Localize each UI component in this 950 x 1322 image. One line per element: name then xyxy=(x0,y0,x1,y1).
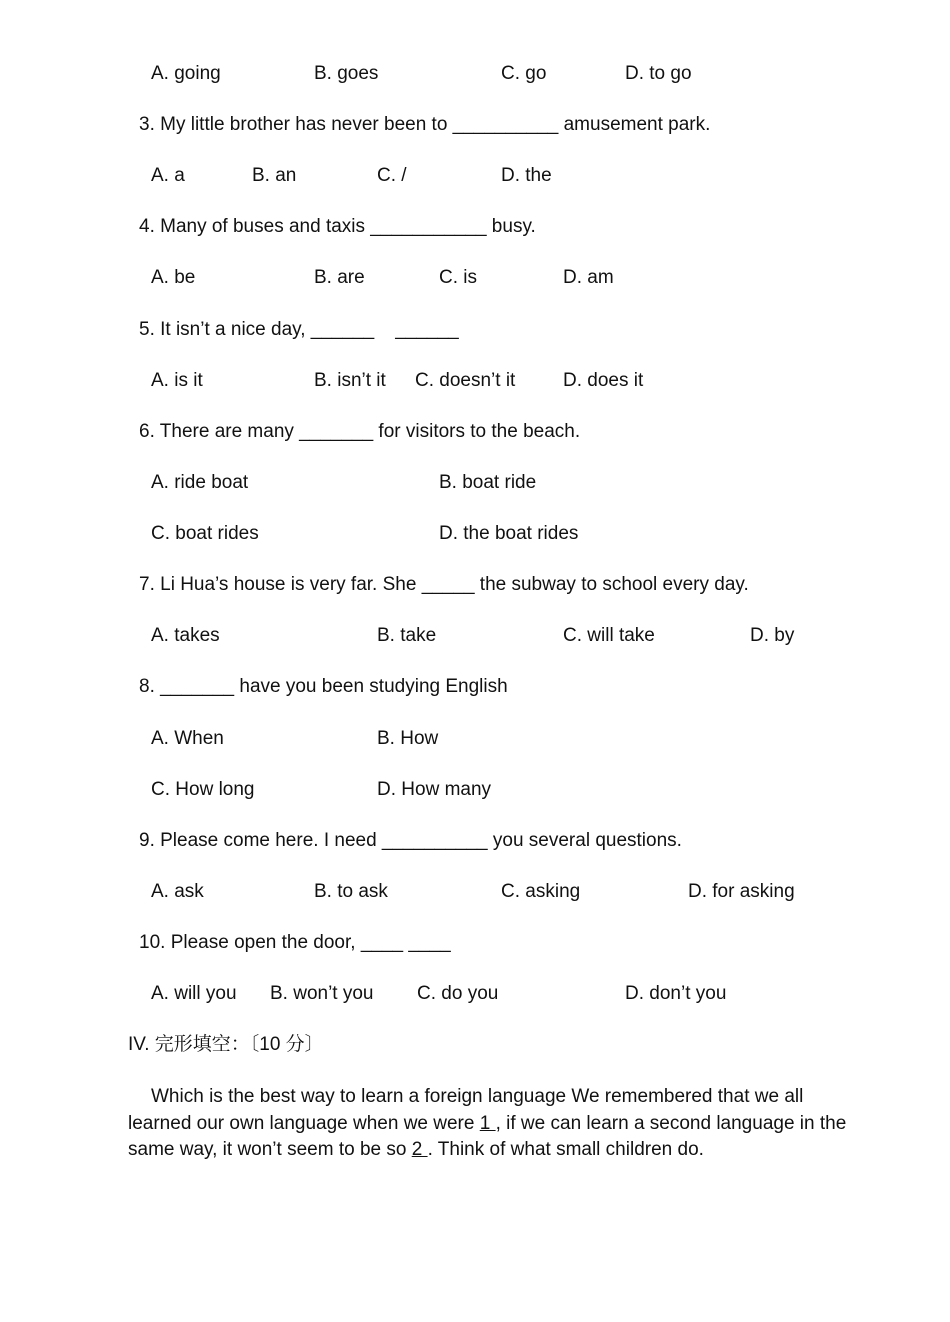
q6-option-c: C. boat rides xyxy=(151,523,259,544)
section-heading: IV. 完形填空：〔10 分〕 xyxy=(128,1034,324,1055)
q3-question: 3. My little brother has never been to __________ amusement park. xyxy=(139,114,711,135)
q10-option-d: D. don’t you xyxy=(625,983,727,1004)
q2-option-c: C. go xyxy=(501,63,547,84)
q8-option-d: D. How many xyxy=(377,779,492,800)
q10-question: 10. Please open the door, ____ ____ xyxy=(139,932,451,953)
passage-text-2: , if we can learn a second language in the same way, it won’t seem to be so xyxy=(128,1112,847,1160)
q4-option-b: B. are xyxy=(314,267,365,288)
q2-option-a: A. going xyxy=(151,63,221,84)
q8-option-a: A. When xyxy=(151,728,224,749)
q7-option-d: D. by xyxy=(750,625,795,646)
q4-option-d: D. am xyxy=(563,267,614,288)
q5-option-a: A. is it xyxy=(151,370,203,391)
q3-option-d: D. the xyxy=(501,165,552,186)
q7-option-c: C. will take xyxy=(563,625,655,646)
q4-option-c: C. is xyxy=(439,267,477,288)
q5-option-d: D. does it xyxy=(563,370,644,391)
q7-option-a: A. takes xyxy=(151,625,220,646)
q7-option-b: B. take xyxy=(377,625,437,646)
q5-question: 5. It isn’t a nice day, ______ ______ xyxy=(139,319,459,340)
q4-question: 4. Many of buses and taxis ___________ busy. xyxy=(139,216,536,237)
q3-option-c: C. / xyxy=(377,165,407,186)
blank-1: 1 xyxy=(479,1112,496,1134)
q6-option-b: B. boat ride xyxy=(439,472,537,493)
q7-question: 7. Li Hua’s house is very far. She _____ the subway to school every day. xyxy=(139,574,749,595)
q9-option-b: B. to ask xyxy=(314,881,388,902)
q2-option-b: B. goes xyxy=(314,63,379,84)
q8-question: 8. _______ have you been studying English xyxy=(139,676,508,697)
q9-option-a: A. ask xyxy=(151,881,204,902)
q9-option-c: C. asking xyxy=(501,881,581,902)
blank-2: 2 xyxy=(411,1139,428,1160)
q6-option-a: A. ride boat xyxy=(151,472,249,493)
cloze-passage xyxy=(128,1084,848,1164)
q9-option-d: D. for asking xyxy=(688,881,795,902)
q5-option-c: C. doesn’t it xyxy=(415,370,516,391)
q3-option-a: A. a xyxy=(151,165,185,186)
passage-text-3: . Think of what small children do. xyxy=(427,1139,704,1160)
q4-option-a: A. be xyxy=(151,267,196,288)
q10-option-a: A. will you xyxy=(151,983,237,1004)
q9-question: 9. Please come here. I need __________ you several questions. xyxy=(139,830,682,851)
q6-question: 6. There are many _______ for visitors to the beach. xyxy=(139,421,581,442)
q10-option-c: C. do you xyxy=(417,983,499,1004)
q8-option-b: B. How xyxy=(377,728,439,749)
passage-text-1: Which is the best way to learn a foreign language We remembered that we all learned our own language when we were xyxy=(128,1086,804,1134)
q2-option-d: D. to go xyxy=(625,63,692,84)
q5-option-b: B. isn’t it xyxy=(314,370,386,391)
q3-option-b: B. an xyxy=(252,165,297,186)
q8-option-c: C. How long xyxy=(151,779,255,800)
q6-option-d: D. the boat rides xyxy=(439,523,579,544)
q10-option-b: B. won’t you xyxy=(270,983,374,1004)
